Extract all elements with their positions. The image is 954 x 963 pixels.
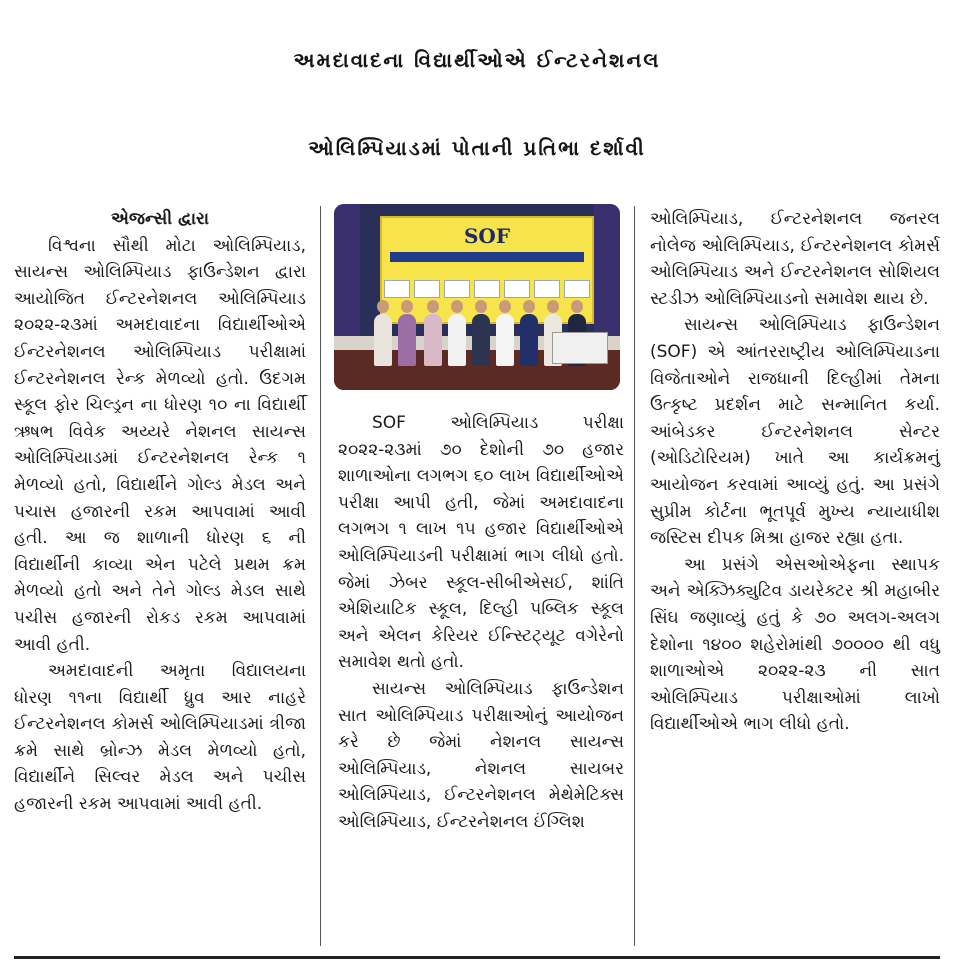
byline: એજન્સી દ્વારા (110, 209, 210, 229)
olympiad-logo-icon (474, 280, 500, 298)
olympiad-logo-icon (414, 280, 440, 298)
curtain-right (594, 204, 620, 350)
banner-subtitle-bar (390, 252, 584, 262)
column3-paragraph-1: સાયન્સ ઓલિમ્પિયાડ ફાઉન્ડેશન (SOF) એ આંતરરાષ્ટ્રીય ઓલિમ્પિયાડના વિજેતાઓને રાજધાની દિલ્હીમાં તેમના ઉત્કૃષ્ટ પ્રદર્શન માટે સન્માનિત કર્યા. આંબેડકર ઈન્ટરનેશનલ સેન્ટર (ઓડિટોરિયમ) ખાતે આ કાર્યક્રમનું આયોજન કરવામાં આવ્યું હતું. આ પ્રસંગે સુપ્રીમ કોર્ટના ભૂતપૂર્વ મુખ્ય ન્યાયાધીશ જસ્ટિસ દીપક મિશ્રા હાજર રહ્યા હતા. (650, 315, 940, 549)
column3-paragraph-0: ઓલિમ્પિયાડ, ઈન્ટરનેશનલ જનરલ નોલેજ ઓલિમ્પિયાડ, ઈન્ટરનેશનલ કોમર્સ ઓલિમ્પિયાડ અને ઈન્ટરનેશનલ સોશિયલ સ્ટડીઝ ઓલિમ્પિયાડનો સમાવેશ થાય છે. (650, 209, 940, 309)
headline-line-2: ઓલિમ્પિયાડમાં પોતાની પ્રતિભા દર્શાવી (308, 136, 646, 160)
olympiad-logo-icon (444, 280, 470, 298)
bottom-rule (14, 956, 940, 959)
column1-paragraph-2: અમદાવાદની અમૃતા વિદ્યાલયના ધોરણ ૧૧ના વિદ્યાર્થી ધ્રુવ આર નાહરે ઈન્ટરનેશનલ કોમર્સ ઓલિમ્પિયાડમાં ત્રીજા ક્રમે સાથે બ્રોન્ઝ મેડલ મેળવ્યો હતો, વિદ્યાર્થીને સિલ્વર મેડલ અને પચીસ હજારની રકમ આપવામાં આવી હતી. (14, 661, 306, 815)
banner-logo-text: SOF (463, 224, 511, 248)
person-figure (374, 314, 392, 366)
olympiad-logo-strip (382, 280, 592, 298)
display-board (552, 332, 608, 364)
person-figure (424, 314, 442, 366)
person-figure (520, 314, 538, 366)
article-column-2 (338, 410, 624, 836)
article-column-3 (650, 206, 940, 738)
curtain-left (334, 204, 360, 350)
olympiad-logo-icon (384, 280, 410, 298)
person-figure (448, 314, 466, 366)
person-figure (496, 314, 514, 366)
article-column-1 (14, 206, 306, 818)
olympiad-logo-icon (564, 280, 590, 298)
column3-paragraph-2: આ પ્રસંગે એસઓએફના સ્થાપક અને એક્ઝિક્યુટિવ ડાયરેક્ટર શ્રી મહાબીર સિંઘ જણાવ્યું હતું કે ૭૦ અલગ-અલગ દેશોના ૧૪૦૦ શહેરોમાંથી ૭૦૦૦૦ થી વધુ શાળાઓએ ૨૦૨૨-૨૩ ની સાત ઓલિમ્પિયાડ પરીક્ષાઓમાં લાખો વિદ્યાર્થીઓએ ભાગ લીધો હતો. (650, 554, 940, 735)
headline-line-1: અમદાવાદના વિદ્યાર્થીઓએ ઈન્ટરનેશનલ (293, 48, 661, 72)
column1-paragraph-1: વિશ્વના સૌથી મોટા ઓલિમ્પિયાડ, સાયન્સ ઓલિમ્પિયાડ ફાઉન્ડેશન દ્વારા આયોજિત ઈન્ટરનેશનલ ઓલિમ્પિયાડ ૨૦૨૨-૨૩માં અમદાવાદના વિદ્યાર્થીઓએ ઈન્ટરનેશનલ ઓલિમ્પિયાડ પરીક્ષામાં ઈન્ટરનેશનલ રેન્ક મેળવ્યો હતો. ઉદગમ સ્કૂલ ફોર ચિલ્ડ્રન ના ધોરણ ૧૦ ના વિદ્યાર્થી ઋષભ વિવેક અય્યરે નેશનલ સાયન્સ ઓલિમ્પિયાડમાં ઈન્ટરનેશનલ રેન્ક ૧ મેળવ્યો હતો, વિદ્યાર્થીને ગોલ્ડ મેડલ અને પચાસ હજારની રકમ આપવામાં આવી હતી. આ જ શાળાની ધોરણ ૬ ની વિદ્યાર્થીની કાવ્યા એન પટેલે પ્રથમ ક્રમ મેળવ્યો હતો અને તેને ગોલ્ડ મેડલ સાથે પચીસ હજારની રોકડ રકમ આપવામાં આવી હતી. (14, 235, 306, 655)
awards-ceremony-photo (334, 204, 620, 390)
person-figure (398, 314, 416, 366)
olympiad-logo-icon (504, 280, 530, 298)
column2-paragraph-1: SOF ઓલિમ્પિયાડ પરીક્ષા ૨૦૨૨-૨૩માં ૭૦ દેશોની ૭૦ હજાર શાળાઓના લગભગ ૬૦ લાખ વિદ્યાર્થીઓએ પરીક્ષા આપી હતી, જેમાં અમદાવાદના લગભગ ૧ લાખ ૧૫ હજાર વિદ્યાર્થીઓએ ઓલિમ્પિયાડની પરીક્ષામાં ભાગ લીધો હતો. જેમાં ઝેબર સ્કૂલ-સીબીએસઈ, શાંતિ એશિયાટિક સ્કૂલ, દિલ્હી પબ્લિક સ્કૂલ અને એલન કેરિયર ઈન્સ્ટિટ્યૂટ વગેરેનો સમાવેશ થતો હતો. (338, 413, 624, 673)
olympiad-logo-icon (534, 280, 560, 298)
person-figure (472, 314, 490, 366)
column-divider-2 (634, 206, 635, 946)
column-divider-1 (320, 206, 321, 946)
column2-paragraph-2: સાયન્સ ઓલિમ્પિયાડ ફાઉન્ડેશન સાત ઓલિમ્પિયાડ પરીક્ષાઓનું આયોજન કરે છે જેમાં નેશનલ સાયન્સ ઓલિમ્પિયાડ, નેશનલ સાયબર ઓલિમ્પિયાડ, ઈન્ટરનેશનલ મેથેમેટિક્સ ઓલિમ્પિયાડ, ઈન્ટરનેશનલ ઈંગ્લિશ (338, 678, 624, 832)
